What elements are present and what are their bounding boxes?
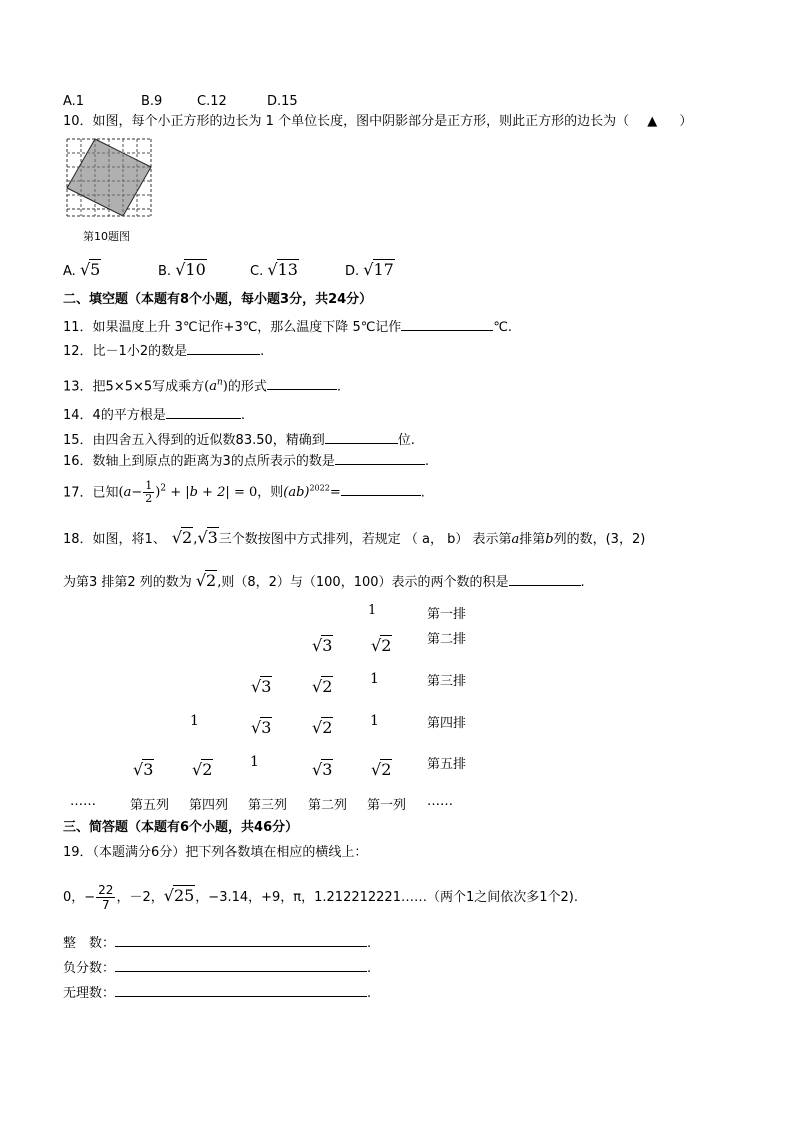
q16: 16．数轴上到原点的距离为3的点所表示的数是 . [63,451,429,470]
col-label-1: 第一列 [367,798,407,813]
q10-options [63,262,395,280]
pyramid-5-5: √3 [133,760,154,779]
negative-fractions-blank[interactable] [115,958,367,972]
q12: 12．比－1小2的数是 . [63,341,264,360]
q10-close: ） [679,114,693,129]
q13: 13．把5×5×5写成乘方$(a^n)$的形式 . [63,378,342,395]
pyramid-3-2: √2 [312,677,333,696]
pyramid-3-3: √3 [251,677,272,696]
answer-mark: ▲ [647,114,658,129]
q9-option-c: C.12 [197,94,227,109]
pyramid-5-1: √2 [371,760,392,779]
q10-option-c: C. √13 [250,260,298,279]
pyramid-5-3: 1 [250,754,259,770]
q9-option-d: D.15 [267,94,298,109]
pyramid-5-4: √2 [192,760,213,779]
row-label-5: 第五排 [427,757,467,772]
pyramid-4-1: 1 [370,713,379,729]
q10-option-a: A. √5 [63,260,101,279]
q19-integers-line: 整 数： . [63,933,371,952]
q9-option-a: A.1 [63,94,85,109]
q12-blank[interactable] [187,341,260,355]
pyramid-4-2: √2 [312,718,333,737]
col-label-3: 第三列 [248,798,288,813]
col-label-4: 第四列 [189,798,229,813]
pyramid-1-1: 1 [368,603,377,618]
q16-blank[interactable] [335,451,425,465]
q10-figure [65,136,153,221]
q11-blank[interactable] [401,317,493,331]
row-label-2: 第二排 [427,632,467,647]
q15: 15．由四舍五入得到的近似数83.50，精确到 位. [63,430,415,449]
q15-blank[interactable] [325,430,398,444]
q19-irrationals-line: 无理数： . [63,983,371,1002]
q11: 11．如果温度上升 3℃记作+3℃，那么温度下降 5℃记作 ℃. [63,317,512,336]
col-ellipsis-right: …… [427,794,453,809]
col-label-2: 第二列 [308,798,348,813]
pyramid-2-2: √3 [312,636,333,655]
q13-blank[interactable] [267,376,337,390]
row-label-1: 第一排 [427,607,467,622]
q19-negative-fractions-line: 负分数： . [63,958,371,977]
q18-line2: 为第3 排第2 列的数为 √2,则（8，2）与（100，100）表示的两个数的积是 . [63,571,585,590]
pyramid-2-1: √2 [371,636,392,655]
section3-title: 三、简答题（本题有6个小题，共46分） [63,820,299,835]
q10-option-b: B. √10 [158,260,206,279]
q18-line1: 18．如图，将1、 √2,√3三个数按图中方式排列，若规定 （ a， b） 表示第a排第b列的数，(3，2) [63,528,646,547]
col-ellipsis-left: …… [70,794,96,809]
q19-instruction: 19．（本题满分6分）把下列各数填在相应的横线上： [63,845,368,860]
row-label-4: 第四排 [427,716,467,731]
integers-blank[interactable] [115,933,367,947]
q18-blank[interactable] [509,572,581,586]
row-label-3: 第三排 [427,674,467,689]
q10-question [63,114,692,130]
irrationals-blank[interactable] [115,983,367,997]
q17-blank[interactable] [341,482,421,496]
q19-numbers: 0，− $\frac{22}{7}$ ，－2，√25，−3.14，+9，π，1.212212221……（两个1之间依次多1个2). [63,883,578,912]
pyramid-4-3: √3 [251,718,272,737]
q10-option-d: D. √17 [345,260,394,279]
q14: 14．4的平方根是 . [63,405,245,424]
q10-text: 10．如图，每个小正方形的边长为 1 个单位长度，图中阴影部分是正方形，则此正方形的边长为（ [63,114,630,129]
pyramid-5-2: √3 [312,760,333,779]
q14-blank[interactable] [166,405,241,419]
q9-option-b: B.9 [141,94,163,109]
pyramid-3-1: 1 [370,671,379,687]
section2-title: 二、填空题（本题有8个小题，每小题3分，共24分） [63,292,373,307]
q17: 17．已知(a− $\frac{1}{2}$ )$^2$ + |b + 2| = 0，则(ab)$^{2022}$= . [63,479,425,506]
figure-caption: 第10题图 [83,230,130,243]
col-label-5: 第五列 [130,798,170,813]
pyramid-4-4: 1 [190,713,199,729]
